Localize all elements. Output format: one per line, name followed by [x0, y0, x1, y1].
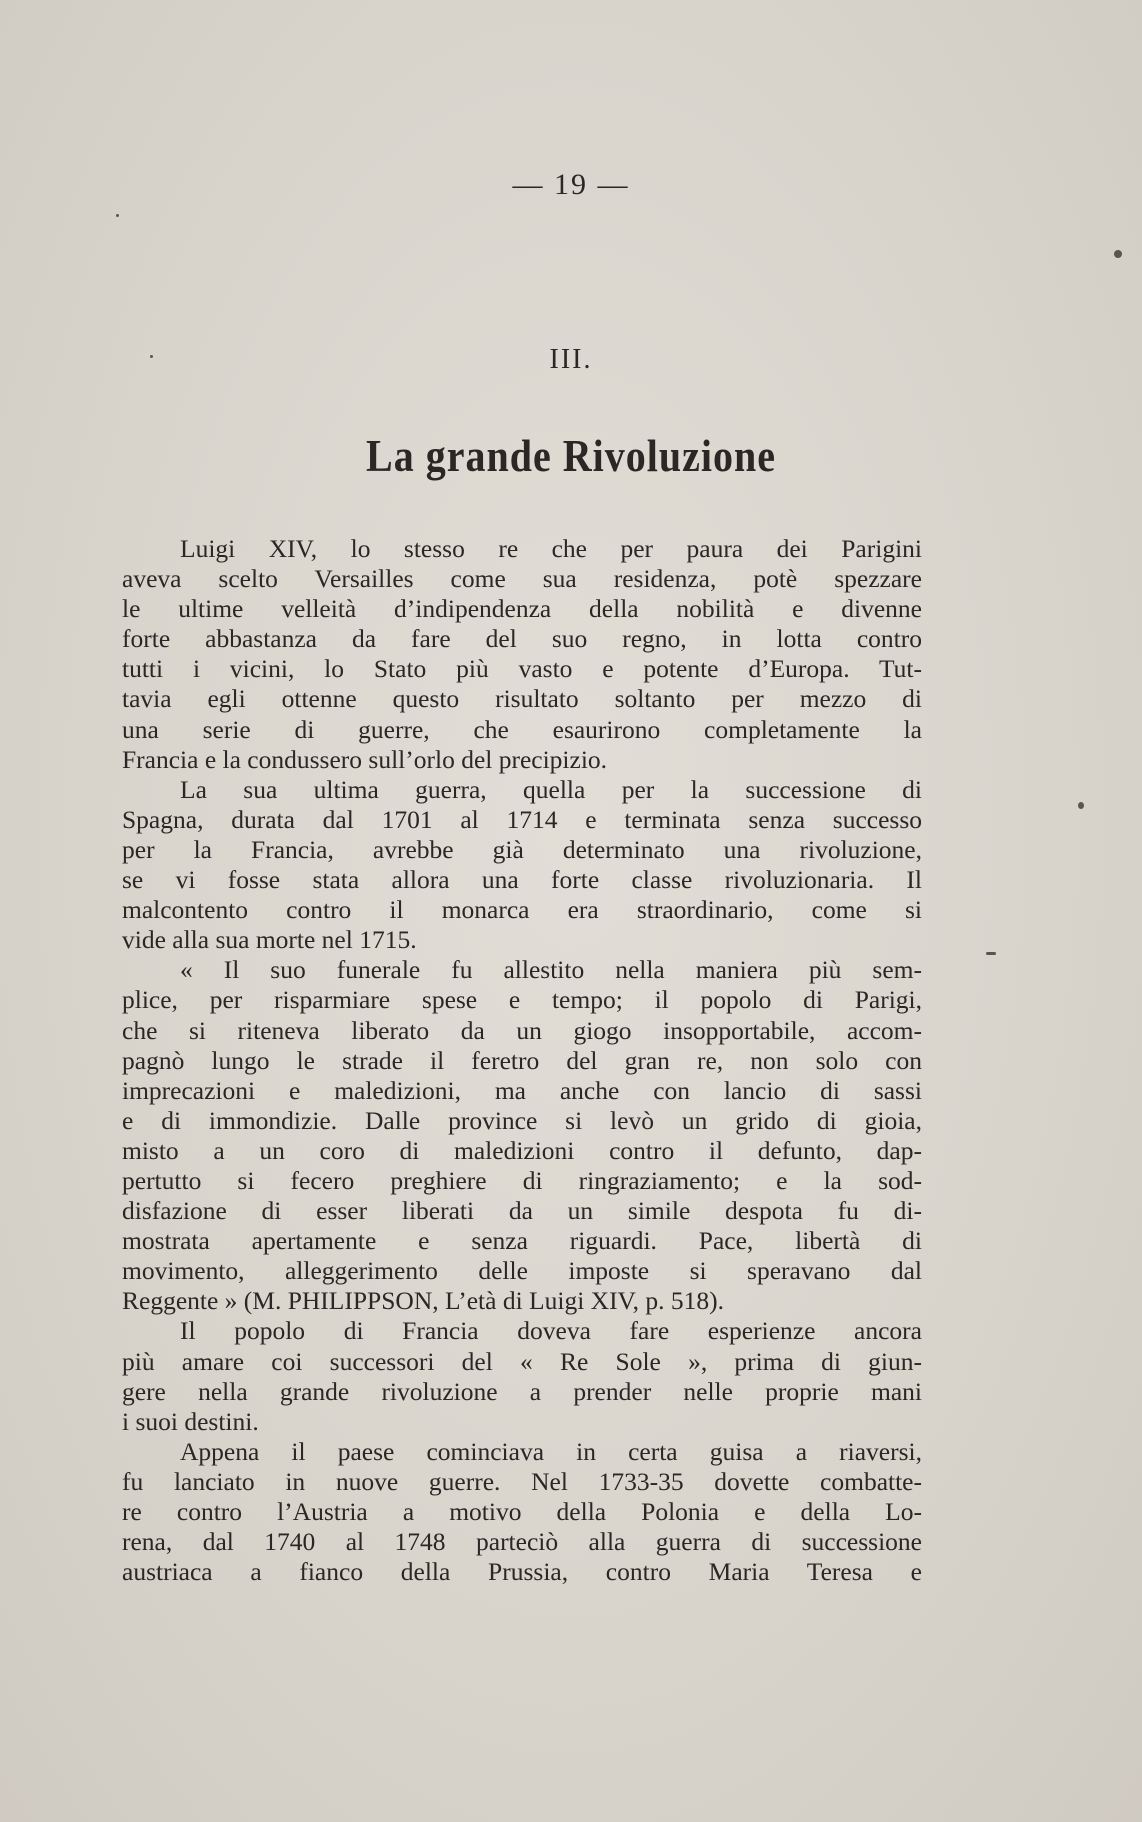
- text-line: pertutto si fecero preghiere di ringraziamento; e la sod-: [122, 1165, 922, 1195]
- text-line: Luigi XIV, lo stesso re che per paura dei Parigini: [180, 534, 922, 563]
- text-line: Il popolo di Francia doveva fare esperienze ancora: [180, 1316, 922, 1346]
- text-line: più amare coi successori del « Re Sole », prima di giun-: [122, 1346, 922, 1376]
- text-line: La sua ultima guerra, quella per la successione di: [180, 774, 922, 804]
- text-line: misto a un coro di maledizioni contro il defunto, dap-: [122, 1135, 922, 1165]
- text-line: gere nella grande rivoluzione a prender nelle proprie mani: [122, 1376, 922, 1406]
- text-line: « Il suo funerale fu allestito nella maniera più sem-: [180, 955, 922, 985]
- text-line: per la Francia, avrebbe già determinato una rivoluzione,: [122, 834, 922, 864]
- paper-speck: [1078, 802, 1084, 809]
- text-line: le ultime velleità d’indipendenza della nobilità e divenne: [122, 594, 922, 624]
- text-line: austriaca a fianco della Prussia, contro Maria Teresa e: [122, 1557, 922, 1587]
- text-line: vide alla sua morte nel 1715.: [122, 925, 417, 955]
- text-line: disfazione di esser liberati da un simile despota fu di-: [122, 1196, 922, 1226]
- text-line: fu lanciato in nuove guerre. Nel 1733-35 dovette combatte-: [122, 1466, 922, 1496]
- text-line: Francia e la condussero sull’orlo del precipizio.: [122, 744, 608, 774]
- chapter-number: III.: [549, 344, 593, 375]
- text-line: pagnò lungo le strade il feretro del gran re, non solo con: [122, 1045, 922, 1075]
- text-line: Reggente » (M. PHILIPPSON, L’età di Luigi XIV, p. 518).: [122, 1286, 725, 1316]
- text-line: movimento, alleggerimento delle imposte si speravano dal: [122, 1256, 922, 1286]
- text-line: imprecazioni e maledizioni, ma anche con lancio di sassi: [122, 1075, 922, 1105]
- text-line: i suoi destini.: [122, 1406, 259, 1436]
- text-line: forte abbastanza da fare del suo regno, in lotta contro: [122, 624, 922, 654]
- paper-speck: [986, 952, 996, 955]
- text-line: aveva scelto Versailles come sua residenza, potè spezzare: [122, 564, 922, 594]
- paper-speck: [150, 355, 153, 358]
- text-line: malcontento contro il monarca era straordinario, come si: [122, 895, 922, 925]
- text-line: tutti i vicini, lo Stato più vasto e potente d’Europa. Tut-: [122, 654, 922, 684]
- text-line: se vi fosse stata allora una forte classe rivoluzionaria. Il: [122, 865, 922, 895]
- text-line: Appena il paese cominciava in certa guisa a riaversi,: [180, 1436, 922, 1466]
- text-line: re contro l’Austria a motivo della Polonia e della Lo-: [122, 1497, 922, 1526]
- text-line: plice, per risparmiare spese e tempo; il popolo di Parigi,: [122, 985, 922, 1015]
- text-line: mostrata apertamente e senza riguardi. Pace, libertà di: [122, 1226, 922, 1256]
- paper-speck: [1114, 250, 1122, 258]
- paper-speck: [116, 214, 119, 217]
- text-line: rena, dal 1740 al 1748 parteciò alla guerra di successione: [122, 1527, 922, 1557]
- text-line: che si riteneva liberato da un giogo insopportabile, accom-: [122, 1015, 922, 1045]
- text-line: Spagna, durata dal 1701 al 1714 e terminata senza successo: [122, 804, 922, 834]
- text-line: e di immondizie. Dalle province si levò un grido di gioia,: [122, 1105, 922, 1135]
- page-number: — 19 —: [512, 168, 630, 201]
- text-line: una serie di guerre, che esaurirono completamente la: [122, 714, 922, 744]
- text-line: tavia egli ottenne questo risultato soltanto per mezzo di: [122, 684, 922, 714]
- body-text: [122, 534, 922, 1587]
- chapter-title: La grande Rivoluzione: [366, 429, 776, 482]
